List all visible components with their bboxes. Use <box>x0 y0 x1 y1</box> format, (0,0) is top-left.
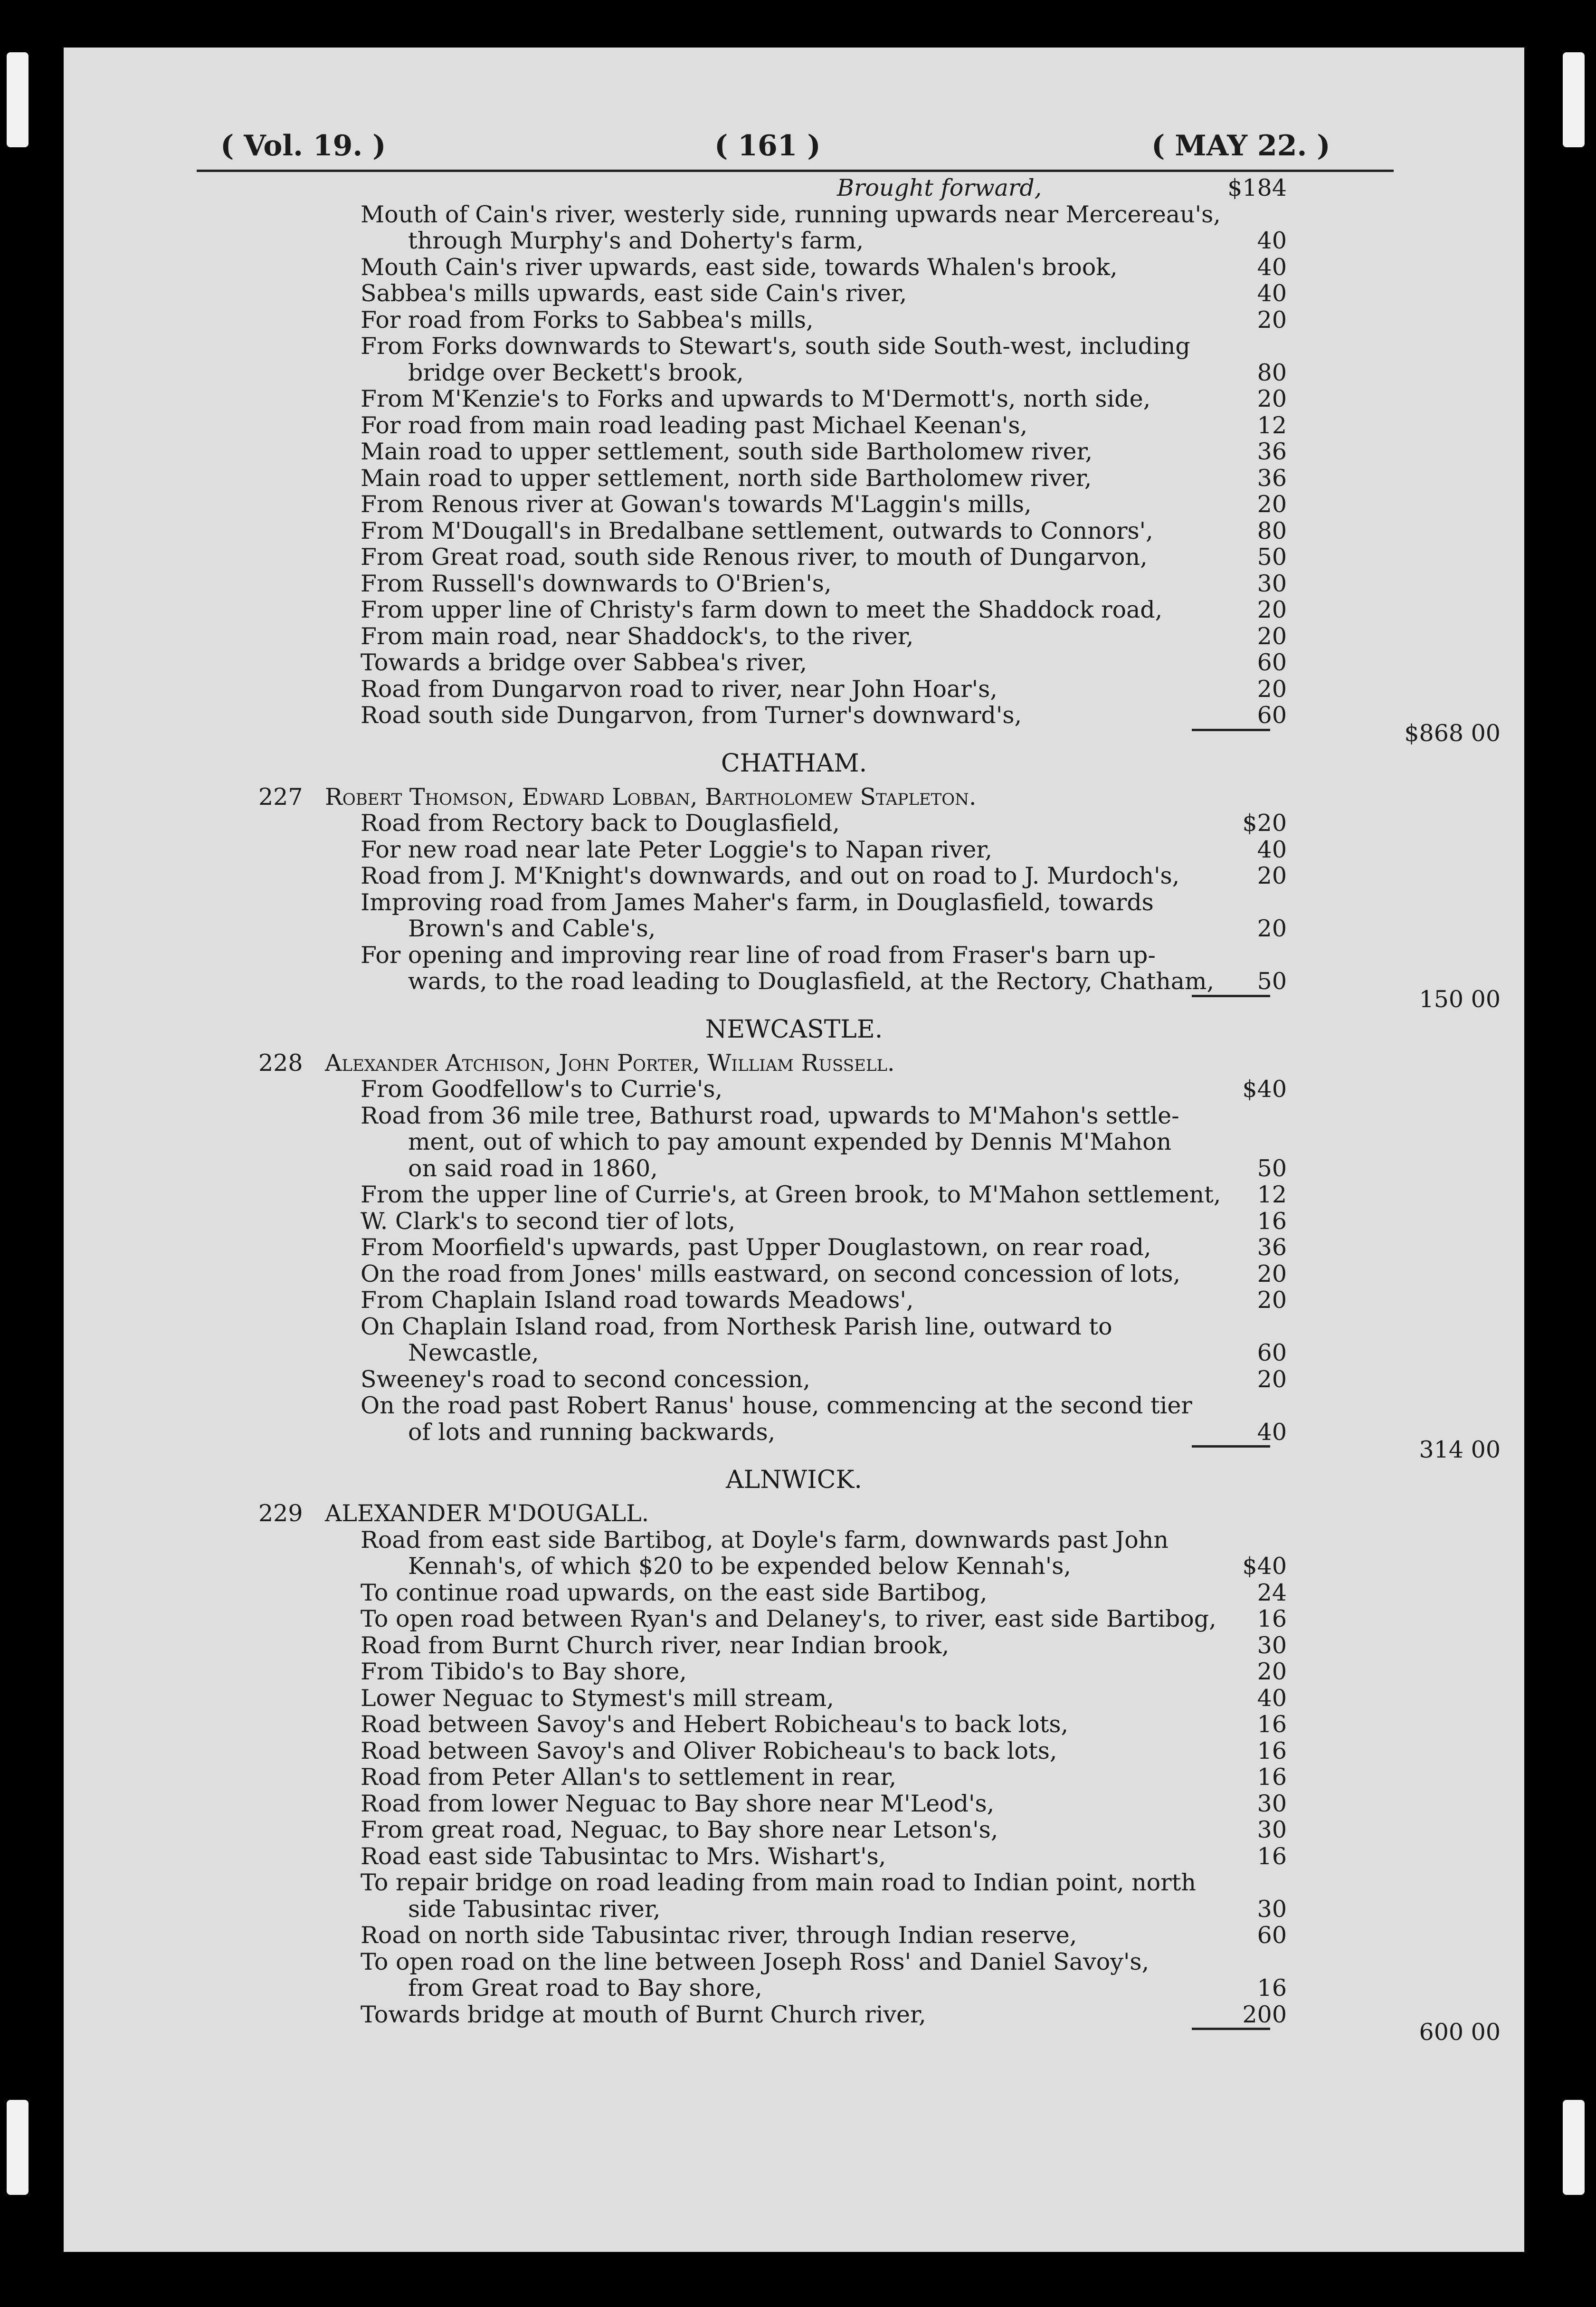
item-amount: 12 <box>1257 411 1287 439</box>
item-description: From M'Dougall's in Bredalbane settlement, outwards to Connors', <box>361 517 1153 544</box>
item-amount: 24 <box>1257 1579 1287 1606</box>
film-edge-tab <box>7 2100 28 2195</box>
item-amount: 20 <box>1257 596 1287 623</box>
item-description: From Renous river at Gowan's towards M'Laggin's mills, <box>361 491 1032 518</box>
item-description: For opening and improving rear line of road from Fraser's barn up- <box>361 941 1156 969</box>
line-item <box>258 1234 1432 1261</box>
item-description: Brown's and Cable's, <box>408 915 656 942</box>
line-item <box>258 1129 1432 1155</box>
section-total: 600 00 <box>1419 2019 1501 2046</box>
line-item <box>258 1580 1432 1606</box>
item-description: Road east side Tabusintac to Mrs. Wishart's, <box>361 1842 886 1870</box>
item-description: On the road from Jones' mills eastward, on second concession of lots, <box>361 1260 1181 1287</box>
item-amount: 16 <box>1257 1711 1287 1738</box>
section-title: CHATHAM. <box>721 749 867 778</box>
section-total: 150 00 <box>1419 985 1501 1013</box>
item-amount: 20 <box>1257 1260 1287 1287</box>
entry-number: 227 <box>258 783 303 810</box>
section-heading-row <box>258 1009 1432 1050</box>
section-total: $868 00 <box>1404 719 1501 747</box>
page-number: ( 161 ) <box>714 129 821 162</box>
line-item <box>258 465 1432 492</box>
item-amount: 20 <box>1257 1365 1287 1393</box>
item-amount: 20 <box>1257 1287 1287 1314</box>
item-description: Road from Burnt Church river, near Indian brook, <box>361 1631 950 1659</box>
line-item <box>258 1606 1432 1632</box>
line-item <box>258 1103 1432 1129</box>
subtotal-row <box>258 1436 1501 1463</box>
item-description: From upper line of Christy's farm down to meet the Shaddock road, <box>361 596 1163 623</box>
commissioners-row <box>258 1050 1432 1077</box>
item-description: through Murphy's and Doherty's farm, <box>408 227 864 254</box>
line-item <box>258 1949 1432 1975</box>
line-item <box>258 1208 1432 1235</box>
item-amount: 60 <box>1257 1339 1287 1366</box>
line-item <box>258 676 1432 703</box>
item-description: Road from Peter Allan's to settlement in rear, <box>361 1764 897 1791</box>
item-description: From Forks downwards to Stewart's, south side South-west, including <box>361 333 1190 360</box>
item-amount: 16 <box>1257 1764 1287 1791</box>
item-description: Main road to upper settlement, south side Bartholomew river, <box>361 438 1093 465</box>
item-amount: 16 <box>1257 1737 1287 1764</box>
item-amount: 20 <box>1257 385 1287 412</box>
entry-number: 229 <box>258 1500 303 1527</box>
line-item <box>258 1314 1432 1340</box>
line-item <box>258 1922 1432 1949</box>
line-item <box>258 1711 1432 1738</box>
line-item <box>258 1155 1432 1182</box>
item-description: From Chaplain Island road towards Meadows', <box>361 1287 914 1314</box>
item-amount: 36 <box>1257 1234 1287 1261</box>
item-description: side Tabusintac river, <box>408 1895 661 1923</box>
item-description: Improving road from James Maher's farm, in Douglasfield, towards <box>361 888 1154 916</box>
commissioner-names: Robert Thomson, Edward Lobban, Bartholomew Stapleton. <box>325 783 977 810</box>
commissioner-names: ALEXANDER M'DOUGALL. <box>325 1500 649 1527</box>
line-item <box>258 544 1432 571</box>
line-item <box>258 439 1432 465</box>
item-description: From great road, Neguac, to Bay shore near Letson's, <box>361 1816 998 1843</box>
section-title: ALNWICK. <box>726 1466 862 1494</box>
item-description: To open road between Ryan's and Delaney's, to river, east side Bartibog, <box>361 1605 1216 1632</box>
item-amount: 36 <box>1257 438 1287 465</box>
item-description: Road between Savoy's and Oliver Robicheau's to back lots, <box>361 1737 1057 1764</box>
line-item <box>258 1527 1432 1554</box>
item-description: Road on north side Tabusintac river, through Indian reserve, <box>361 1922 1077 1949</box>
line-item <box>258 201 1432 228</box>
subtotal-row <box>258 719 1501 747</box>
item-description: On the road past Robert Ranus' house, commencing at the second tier <box>361 1392 1192 1419</box>
brought-forward-amount: $184 <box>1227 174 1287 201</box>
line-item <box>258 1287 1432 1314</box>
item-description: W. Clark's to second tier of lots, <box>361 1207 736 1235</box>
item-amount: 30 <box>1257 570 1287 597</box>
item-description: Road south side Dungarvon, from Turner's downward's, <box>361 702 1022 729</box>
item-description: of lots and running backwards, <box>408 1418 776 1446</box>
line-item <box>258 1366 1432 1393</box>
subtotal-row <box>258 2019 1501 2046</box>
item-amount: 40 <box>1257 1684 1287 1712</box>
item-description: To continue road upwards, on the east side Bartibog, <box>361 1579 988 1606</box>
line-item <box>258 386 1432 412</box>
item-description: Mouth Cain's river upwards, east side, towards Whalen's brook, <box>361 253 1118 281</box>
item-amount: $20 <box>1242 810 1287 837</box>
line-item <box>258 1738 1432 1764</box>
item-amount: 20 <box>1257 306 1287 334</box>
line-item <box>258 837 1432 863</box>
item-description: from Great road to Bay shore, <box>408 1974 762 2002</box>
subtotal-rule <box>1192 1445 1270 1448</box>
subtotal-rule <box>1192 2028 1270 2030</box>
line-item <box>258 1553 1432 1580</box>
item-description: From Goodfellow's to Currie's, <box>361 1076 723 1103</box>
item-amount: 30 <box>1257 1895 1287 1923</box>
line-item <box>258 1764 1432 1791</box>
item-amount: 60 <box>1257 702 1287 729</box>
line-item <box>258 1843 1432 1870</box>
item-amount: $40 <box>1242 1076 1287 1103</box>
line-item <box>258 1340 1432 1366</box>
item-description: Towards bridge at mouth of Burnt Church river, <box>361 2001 926 2028</box>
line-item <box>258 1392 1432 1419</box>
item-description: For road from Forks to Sabbea's mills, <box>361 306 814 334</box>
line-item <box>258 518 1432 544</box>
item-description: Road from lower Neguac to Bay shore near M'Leod's, <box>361 1790 995 1817</box>
item-description: From main road, near Shaddock's, to the river, <box>361 622 914 650</box>
item-amount: 20 <box>1257 491 1287 518</box>
item-amount: 30 <box>1257 1816 1287 1843</box>
item-description: On Chaplain Island road, from Northesk Parish line, outward to <box>361 1313 1112 1340</box>
line-item <box>258 623 1432 650</box>
item-description: For new road near late Peter Loggie's to Napan river, <box>361 836 992 863</box>
item-description: From Russell's downwards to O'Brien's, <box>361 570 832 597</box>
appropriations-list <box>258 174 1501 2046</box>
item-description: ment, out of which to pay amount expended by Dennis M'Mahon <box>408 1128 1172 1155</box>
item-description: Road between Savoy's and Hebert Robicheau's to back lots, <box>361 1711 1069 1738</box>
item-amount: 20 <box>1257 1658 1287 1685</box>
section-heading-row <box>258 1459 1432 1500</box>
line-item <box>258 915 1432 942</box>
line-item <box>258 1076 1432 1103</box>
item-amount: 50 <box>1257 968 1287 995</box>
item-amount: 36 <box>1257 464 1287 492</box>
line-item <box>258 968 1432 995</box>
film-edge-tab <box>7 52 28 147</box>
line-item <box>258 1261 1432 1287</box>
film-edge-tab <box>1563 52 1585 147</box>
line-item <box>258 889 1432 916</box>
line-item <box>258 1632 1432 1659</box>
subtotal-row <box>258 985 1501 1013</box>
item-amount: 20 <box>1257 622 1287 650</box>
item-amount: 20 <box>1257 862 1287 889</box>
item-description: Newcastle, <box>408 1339 539 1366</box>
line-item <box>258 412 1432 439</box>
brought-forward-label: Brought forward, <box>837 174 1042 201</box>
item-description: Road from Rectory back to Douglasfield, <box>361 810 840 837</box>
item-amount: 30 <box>1257 1631 1287 1659</box>
brought-forward-row <box>258 175 1432 201</box>
item-description: wards, to the road leading to Douglasfield, at the Rectory, Chatham, <box>408 968 1215 995</box>
line-item <box>258 491 1432 518</box>
line-item <box>258 810 1432 837</box>
item-amount: 20 <box>1257 675 1287 703</box>
item-description: Mouth of Cain's river, westerly side, running upwards near Mercereau's, <box>361 200 1221 228</box>
line-item <box>258 571 1432 597</box>
item-amount: 60 <box>1257 649 1287 676</box>
line-item <box>258 649 1432 676</box>
line-item <box>258 333 1432 360</box>
item-amount: 50 <box>1257 1154 1287 1182</box>
item-amount: 80 <box>1257 517 1287 544</box>
line-item <box>258 863 1432 889</box>
item-amount: 60 <box>1257 1922 1287 1949</box>
item-description: From Tibido's to Bay shore, <box>361 1658 687 1685</box>
item-amount: 40 <box>1257 253 1287 281</box>
item-description: From M'Kenzie's to Forks and upwards to M'Dermott's, north side, <box>361 385 1151 412</box>
document-page <box>64 48 1524 2252</box>
line-item <box>258 597 1432 623</box>
item-amount: 80 <box>1257 359 1287 386</box>
item-description: bridge over Beckett's brook, <box>408 359 744 386</box>
section-title: NEWCASTLE. <box>705 1015 883 1044</box>
line-item <box>258 1685 1432 1712</box>
item-description: To repair bridge on road leading from main road to Indian point, north <box>361 1869 1196 1896</box>
item-description: Lower Neguac to Stymest's mill stream, <box>361 1684 834 1712</box>
item-description: Towards a bridge over Sabbea's river, <box>361 649 808 676</box>
volume-label: ( Vol. 19. ) <box>220 129 386 162</box>
film-edge-tab <box>1563 2100 1585 2195</box>
line-item <box>258 2002 1432 2028</box>
item-description: on said road in 1860, <box>408 1154 658 1182</box>
item-amount: 40 <box>1257 280 1287 307</box>
line-item <box>258 228 1432 254</box>
header-rule <box>197 170 1394 172</box>
item-description: Road from east side Bartibog, at Doyle's farm, downwards past John <box>361 1526 1168 1554</box>
item-description: From Great road, south side Renous river, to mouth of Dungarvon, <box>361 543 1148 571</box>
line-item <box>258 360 1432 386</box>
item-amount: 30 <box>1257 1790 1287 1817</box>
item-description: To open road on the line between Joseph Ross' and Daniel Savoy's, <box>361 1948 1150 1975</box>
line-item <box>258 1817 1432 1843</box>
line-item <box>258 1182 1432 1208</box>
commissioner-names: Alexander Atchison, John Porter, William Russell. <box>325 1049 895 1077</box>
item-description: Main road to upper settlement, north side Bartholomew river, <box>361 464 1092 492</box>
commissioners-row <box>258 1500 1432 1527</box>
subtotal-rule <box>1192 995 1270 997</box>
section-total: 314 00 <box>1419 1436 1501 1463</box>
line-item <box>258 702 1432 729</box>
item-description: Road from Dungarvon road to river, near John Hoar's, <box>361 675 998 703</box>
line-item <box>258 1869 1432 1896</box>
item-amount: 200 <box>1242 2001 1287 2028</box>
item-amount: 40 <box>1257 227 1287 254</box>
item-amount: 20 <box>1257 915 1287 942</box>
item-amount: $40 <box>1242 1553 1287 1580</box>
item-amount: 16 <box>1257 1605 1287 1632</box>
item-description: From the upper line of Currie's, at Green brook, to M'Mahon settlement, <box>361 1181 1221 1208</box>
date-label: ( MAY 22. ) <box>1151 129 1330 162</box>
line-item <box>258 307 1432 334</box>
item-amount: 40 <box>1257 836 1287 863</box>
entry-number: 228 <box>258 1049 303 1077</box>
subtotal-rule <box>1192 729 1270 731</box>
line-item <box>258 1791 1432 1817</box>
item-amount: 16 <box>1257 1207 1287 1235</box>
line-item <box>258 280 1432 307</box>
item-amount: 16 <box>1257 1842 1287 1870</box>
item-description: From Moorfield's upwards, past Upper Douglastown, on rear road, <box>361 1234 1151 1261</box>
item-amount: 16 <box>1257 1974 1287 2002</box>
commissioners-row <box>258 784 1432 810</box>
item-description: Sabbea's mills upwards, east side Cain's river, <box>361 280 907 307</box>
item-amount: 50 <box>1257 543 1287 571</box>
line-item <box>258 1659 1432 1685</box>
item-description: Road from J. M'Knight's downwards, and out on road to J. Murdoch's, <box>361 862 1180 889</box>
item-description: Kennah's, of which $20 to be expended below Kennah's, <box>408 1553 1071 1580</box>
item-amount: 12 <box>1257 1181 1287 1208</box>
item-description: Road from 36 mile tree, Bathurst road, upwards to M'Mahon's settle- <box>361 1102 1179 1129</box>
section-heading-row <box>258 743 1432 784</box>
line-item <box>258 942 1432 969</box>
line-item <box>258 1419 1432 1446</box>
item-description: For road from main road leading past Michael Keenan's, <box>361 411 1028 439</box>
item-description: Sweeney's road to second concession, <box>361 1365 810 1393</box>
item-amount: 40 <box>1257 1418 1287 1446</box>
line-item <box>258 1896 1432 1923</box>
line-item <box>258 254 1432 281</box>
line-item <box>258 1975 1432 2002</box>
